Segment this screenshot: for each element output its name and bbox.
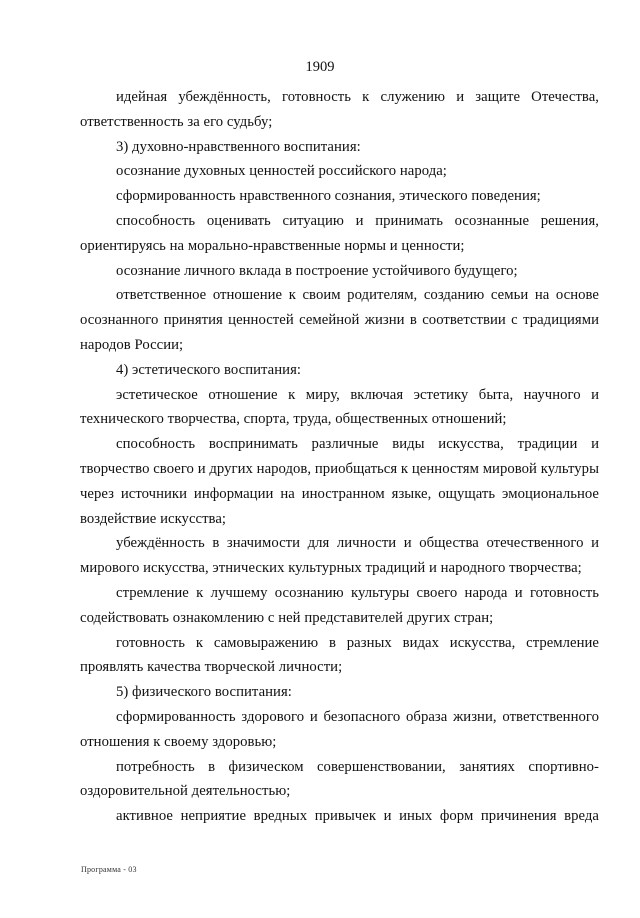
paragraph-healthy-lifestyle: сформированность здорового и безопасного образа жизни, ответственного отношения к своему здоровью; — [80, 708, 599, 750]
paragraph-aesthetic-attitude: эстетическое отношение к миру, включая эстетику быта, научного и технического творчества, спорта, труда, общественных отношений; — [80, 386, 599, 428]
heading-aesthetic-education: 4) эстетического воспитания: — [116, 361, 302, 378]
paragraph-family-values: ответственное отношение к своим родителям, созданию семьи на основе осознанного принятия ценностей семейной жизни в соответствии с традициями народов России; — [80, 287, 599, 353]
paragraph-harmful-habits: активное неприятие вредных привычек и иных форм причинения вреда — [116, 808, 599, 825]
paragraph-physical-improvement: потребность в физическом совершенствовании, занятиях спортивно-оздоровительной деятельностью; — [80, 758, 599, 800]
paragraph-moral-consciousness: сформированность нравственного сознания, этического поведения; — [116, 188, 541, 205]
paragraph-perceive-art: способность воспринимать различные виды искусства, традиции и творчество своего и других народов, приобщаться к ценностям мировой культуры через источники информации на иностранном языке, ощущать эмоциональное воздействие искусства; — [80, 436, 599, 527]
heading-spiritual-moral-education: 3) духовно-нравственного воспитания: — [116, 138, 361, 155]
paragraph-culture-awareness: стремление к лучшему осознанию культуры своего народа и готовность содействовать ознакомлению с ней представителей других стран; — [80, 584, 599, 626]
paragraph-patriotism-continuation: идейная убеждённость, готовность к служению и защите Отечества, ответственность за его судьбу; — [80, 89, 599, 130]
page-number: 1909 — [305, 59, 335, 75]
paragraph-art-significance: убеждённость в значимости для личности и общества отечественного и мирового искусства, этнических культурных традиций и народного творчества; — [80, 535, 599, 577]
paragraph-spiritual-values: осознание духовных ценностей российского народа; — [116, 163, 447, 180]
paragraph-sustainable-future: осознание личного вклада в построение устойчивого будущего; — [116, 262, 518, 279]
paragraph-self-expression: готовность к самовыражению в разных видах искусства, стремление проявлять качества творческой личности; — [80, 634, 599, 676]
heading-physical-education: 5) физического воспитания: — [116, 684, 292, 701]
paragraph-evaluate-situation: способность оценивать ситуацию и принимать осознанные решения, ориентируясь на морально-нравственные нормы и ценности; — [80, 212, 599, 254]
page-footer: Программа - 03 — [81, 865, 137, 874]
document-body — [80, 85, 599, 829]
